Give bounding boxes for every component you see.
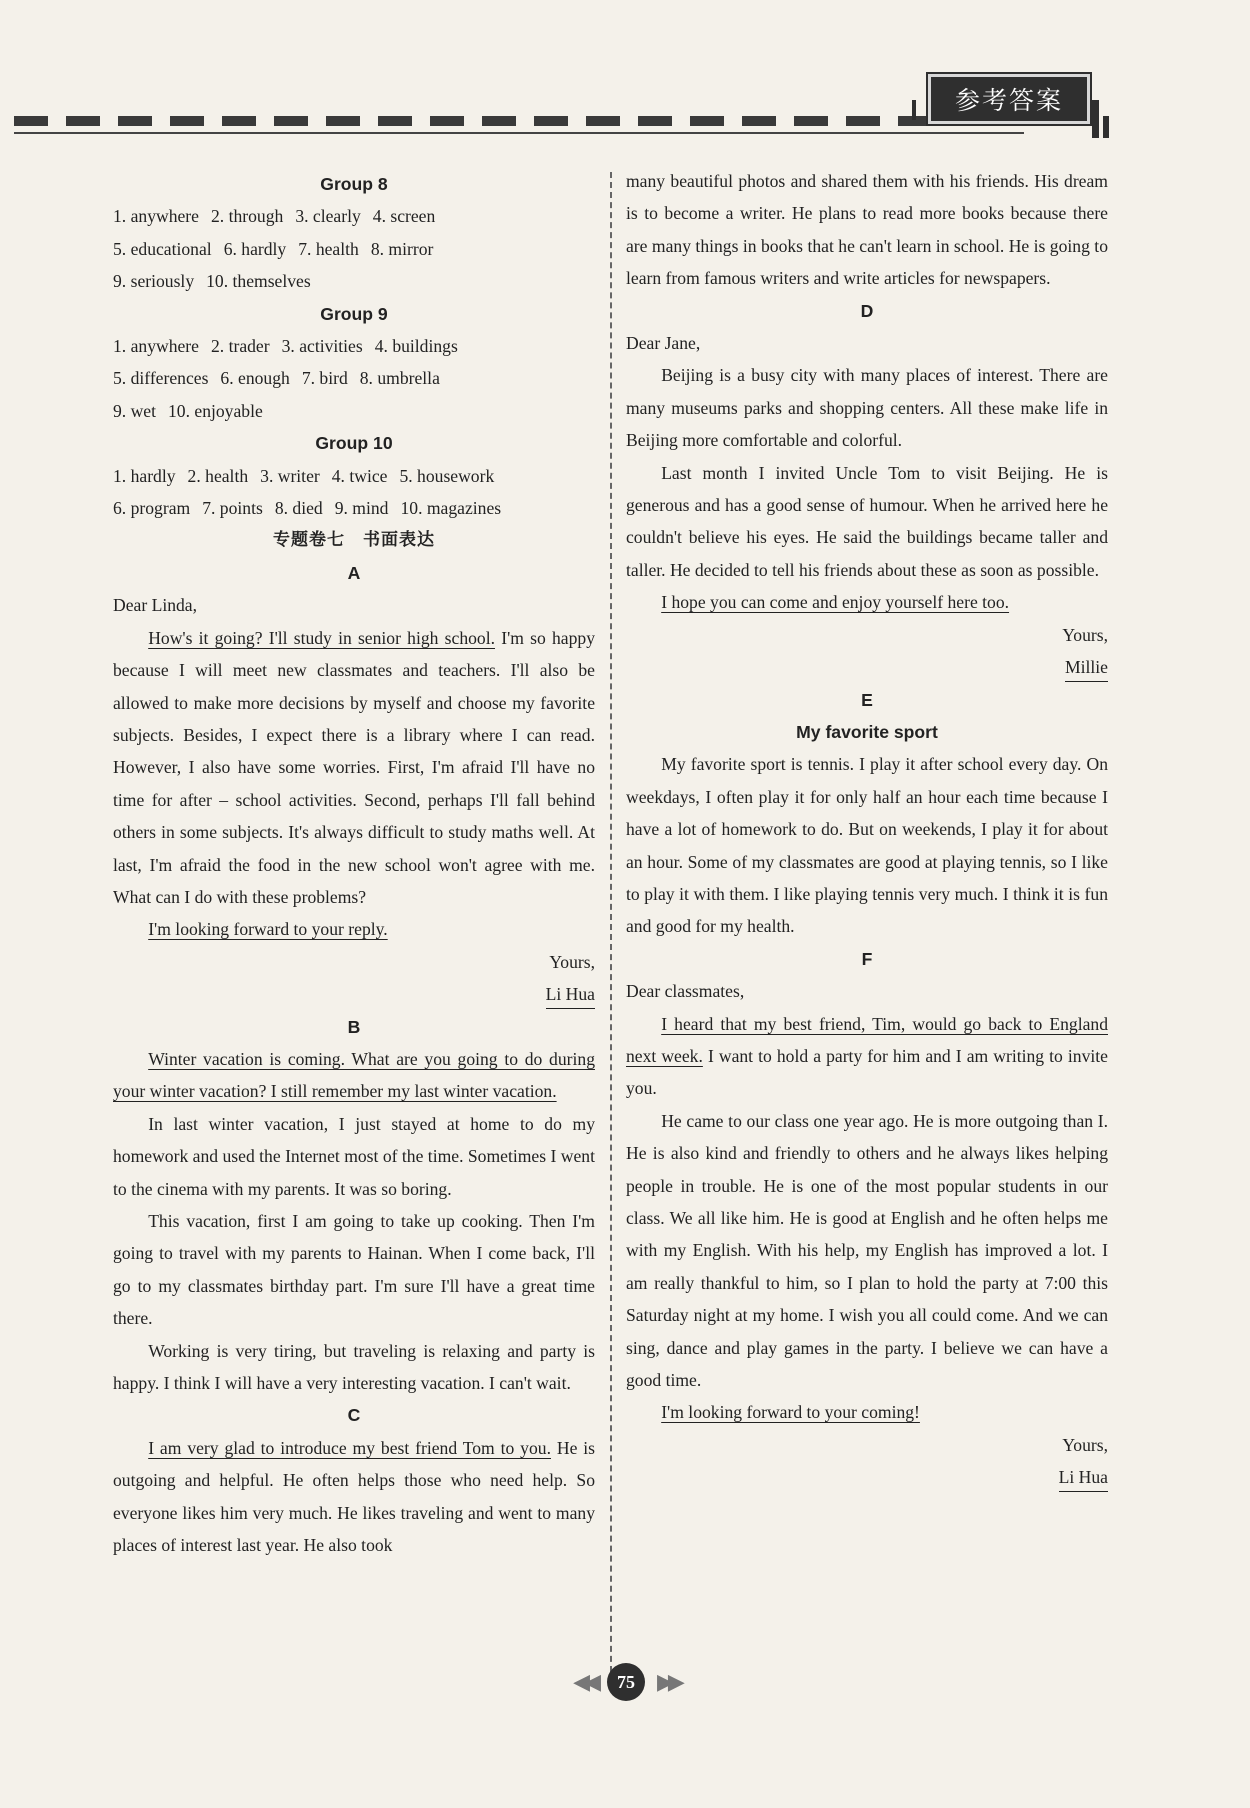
page-number: 75 (607, 1663, 645, 1701)
prev-arrows-icon: ◀◀ (573, 1669, 595, 1695)
answer-item: 3. activities (281, 336, 363, 357)
group9-row (113, 330, 595, 362)
essay-a-topic-sentence: How's it going? I'll study in senior high school. (148, 627, 495, 648)
answer-item: 7. bird (301, 368, 348, 389)
page-footer (556, 1662, 696, 1702)
essay-f-paragraph: He came to our class one year ago. He is more outgoing than I. He is also kind and friendly to others and he always likes helping people in trouble. He is one of the most popular students in our class. We all like him. He is good at English and he often helps me with my English. With his help, my English has improved a lot. I am really thankful to him, so I plan to hold the party at 7:00 this Saturday night at my home. I wish you all could come. And we can sing, dance and play games in the party. I believe we can have a good time. (626, 1110, 1108, 1391)
essay-d-yours: Yours, (1062, 624, 1108, 645)
answer-item: 5. housework (399, 465, 495, 486)
essay-e-title: My favorite sport (796, 721, 938, 742)
essay-f-signature: Li Hua (1059, 1463, 1108, 1492)
essay-f-label: F (861, 948, 873, 969)
essay-a-closing (113, 913, 595, 945)
group10-title: Group 10 (315, 433, 393, 454)
group9-row (113, 362, 595, 394)
essay-e-paragraph: My favorite sport is tennis. I play it after school every day. On weekdays, I often play it for only half an hour each time because I have a lot of homework to do. But on weekends, I play it for about an hour. Some of my classmates are good at playing tennis, so I like to play it with them. I like playing tennis very much. I think it is fun and good for my health. (626, 754, 1108, 937)
essay-a-greeting: Dear Linda, (113, 595, 198, 616)
next-arrows-icon: ▶▶ (657, 1669, 679, 1695)
essay-a-body-text: I'm so happy because I will meet new classmates and teachers. I'll also be allowed to make more decisions by myself and choose my favorite subjects. Besides, I expect there is a library where I can read. However, I also have some worries. First, I'm afraid I'll have no time for after – school activities. Second, perhaps I'll fall behind others in some subjects. It's always difficult to study maths well. At last, I'm afraid the food in the new school won't agree with me. What can I do with these problems? (113, 627, 595, 907)
column-divider (610, 172, 612, 1692)
essay-d-signature-line (626, 651, 1108, 683)
answer-item: 1. anywhere (113, 206, 199, 227)
essay-c-continued: many beautiful photos and shared them with his friends. His dream is to become a writer. He plans to read more books because there are many things in books that he can't learn in school. He is going to learn from famous writers and write articles for newspapers. (626, 171, 1108, 289)
answer-item: 2. trader (210, 336, 270, 357)
essay-d-paragraph: Last month I invited Uncle Tom to visit Beijing. He is generous and has a good sense of humour. When he arrived here he couldn't believe his eyes. He said the buildings became taller and taller. He decided to tell his friends about these as soon as possible. (626, 462, 1108, 580)
badge-bar (912, 100, 916, 120)
answer-item: 7. health (298, 238, 359, 259)
essay-f-closing-text: I'm looking forward to your coming! (661, 1402, 920, 1423)
group10-row (113, 460, 595, 492)
essay-b-topic-sentence: Winter vacation is coming. What are you going to do during your winter vacation? I still remember my last winter vacation. (113, 1048, 595, 1102)
essay-b-label: B (347, 1016, 361, 1037)
answer-item: 9. mind (334, 498, 389, 519)
essay-f-topic-sentence: I heard that my best friend, Tim, would go back to England next week. (626, 1013, 1108, 1066)
essay-f-greeting: Dear classmates, (626, 981, 745, 1002)
group8-row (113, 200, 595, 232)
answer-item: 10. enjoyable (168, 400, 263, 421)
essay-d-closing (626, 586, 1108, 618)
group8-title: Group 8 (320, 174, 388, 194)
essay-a-body (113, 622, 595, 914)
answer-item: 8. died (274, 498, 323, 519)
essay-c-body (113, 1432, 595, 1562)
badge-bar (1103, 116, 1109, 138)
answer-item: 10. themselves (206, 271, 311, 292)
group10-row (113, 492, 595, 524)
essay-b-paragraph: Working is very tiring, but traveling is relaxing and party is happy. I think I will have a very interesting vacation. I can't wait. (113, 1340, 595, 1394)
essay-a-yours: Yours, (549, 951, 595, 972)
essay-f-body-text: I want to hold a party for him and I am writing to invite you. (626, 1045, 1108, 1099)
essay-c-body-text: He is outgoing and helpful. He often helps those who need help. So everyone likes him very much. He likes traveling and went to many places of interest last year. He also took (113, 1437, 596, 1556)
essay-a-closing-text: I'm looking forward to your reply. (148, 919, 388, 940)
answer-item: 1. anywhere (113, 336, 199, 357)
answer-item: 4. screen (372, 206, 436, 227)
group8-row (113, 233, 595, 265)
essay-b-intro (113, 1043, 595, 1108)
essay-d-greeting: Dear Jane, (626, 333, 701, 354)
essay-c-topic-sentence: I am very glad to introduce my best friend Tom to you. (148, 1437, 551, 1458)
answer-item: 4. twice (331, 465, 388, 486)
answer-item: 9. seriously (113, 271, 195, 292)
answer-item: 10. magazines (400, 498, 502, 519)
answer-item: 6. program (113, 498, 191, 519)
essay-f-signature-line (626, 1461, 1108, 1493)
answer-item: 6. enough (220, 368, 290, 389)
essay-d-signature: Millie (1065, 653, 1108, 682)
left-column (113, 168, 595, 1561)
essay-b-paragraph: In last winter vacation, I just stayed at home to do my homework and used the Internet most of the time. Sometimes I went to the cinema with my parents. It was so boring. (113, 1113, 595, 1199)
answer-item: 5. educational (113, 238, 212, 259)
essay-d-closing-text: I hope you can come and enjoy yourself here too. (661, 592, 1010, 613)
right-column (626, 165, 1108, 1494)
essay-f-yours: Yours, (1062, 1434, 1108, 1455)
answer-item: 5. differences (113, 368, 209, 389)
answer-item: 6. hardly (223, 238, 287, 259)
essay-c-label: C (347, 1405, 361, 1426)
essay-a-label: A (347, 562, 361, 583)
essay-d-paragraph: Beijing is a busy city with many places of interest. There are many museums parks and shopping centers. All these make life in Beijing more comfortable and colorful. (626, 365, 1108, 451)
answer-item: 8. umbrella (359, 368, 440, 389)
essay-f-closing (626, 1396, 1108, 1428)
essay-e-label: E (861, 689, 873, 710)
answer-item: 3. clearly (295, 206, 361, 227)
answer-item: 2. through (210, 206, 284, 227)
section-title: 专题卷七 书面表达 (273, 530, 435, 551)
answer-item: 2. health (187, 465, 249, 486)
answer-key-badge: 参考答案 (928, 74, 1090, 124)
badge-bar (1092, 100, 1099, 138)
answer-item: 7. points (202, 498, 263, 519)
answer-item: 9. wet (113, 400, 156, 421)
answer-item: 8. mirror (370, 238, 434, 259)
group8-row (113, 265, 595, 297)
essay-a-signature: Li Hua (546, 980, 595, 1009)
header-rule (14, 132, 1024, 134)
essay-a-signature-line (113, 978, 595, 1010)
group9-row (113, 395, 595, 427)
essay-f-body (626, 1008, 1108, 1105)
answer-item: 4. buildings (374, 336, 458, 357)
answer-item: 1. hardly (113, 465, 176, 486)
essay-b-paragraph: This vacation, first I am going to take up cooking. Then I'm going to travel with my parents to Hainan. When I come back, I'll go to my classmates birthday part. I'm sure I'll have a great time there. (113, 1211, 595, 1329)
essay-d-label: D (860, 300, 874, 321)
answer-item: 3. writer (260, 465, 320, 486)
group9-title: Group 9 (320, 303, 388, 324)
